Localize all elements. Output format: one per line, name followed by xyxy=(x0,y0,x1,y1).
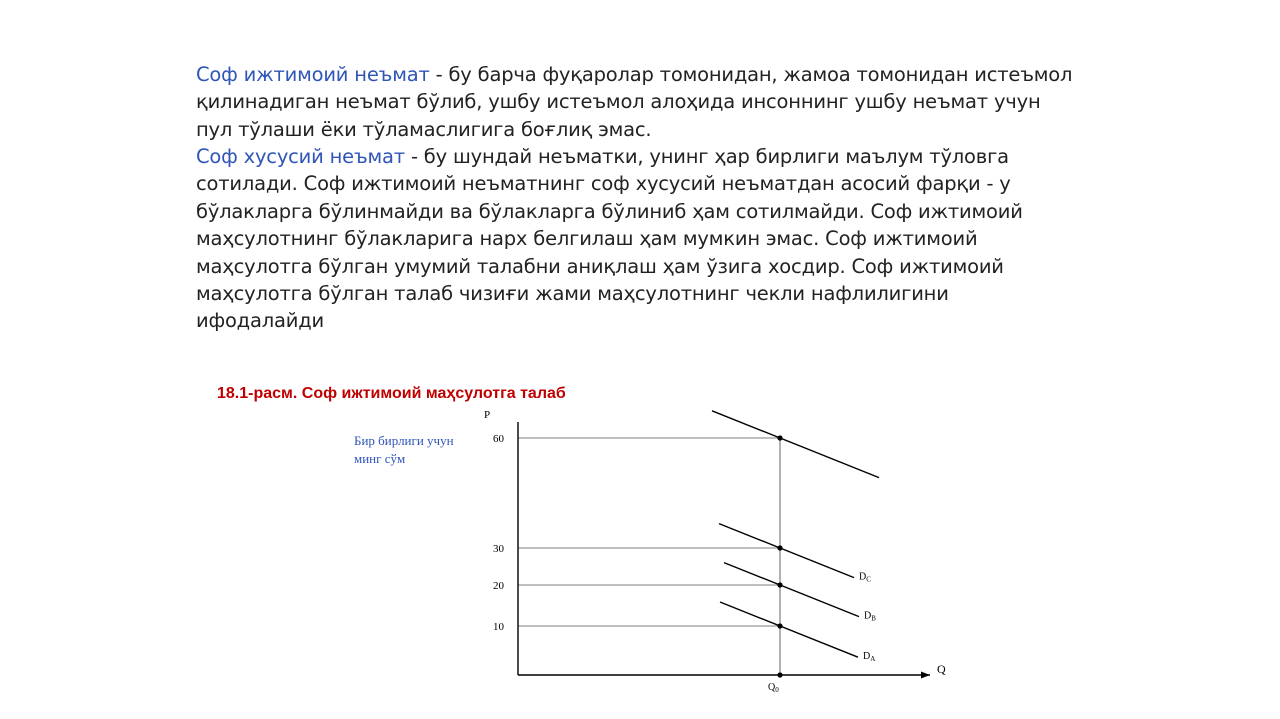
curve-label-letter: D xyxy=(859,571,867,583)
q0-label-subscript: 0 xyxy=(775,686,779,694)
q0-label-letter: Q xyxy=(768,682,776,693)
curve-label-letter: D xyxy=(864,610,872,622)
demand-curve-b xyxy=(724,563,859,617)
q0-axis-point xyxy=(777,672,782,677)
x-axis-arrow xyxy=(921,672,930,679)
intersection-point-60 xyxy=(777,435,782,440)
definition-public-good-body: - бу барча фуқаролар томонидан, жамоа томонидан истеъмол қилинадиган неъмат бўлиб, ушбу истеъмол алоҳида инсоннинг ушбу неъмат учун пул тўлаши ёки тўламаслигига боғлиқ эмас. xyxy=(196,63,1073,141)
curve-label-letter: D xyxy=(863,651,871,663)
q0-label xyxy=(768,682,779,694)
demand-curve-total xyxy=(712,411,879,478)
curve-label-db xyxy=(864,611,876,623)
y-axis-unit-line2: минг сўм xyxy=(354,451,406,466)
term-public-good: Соф ижтимоий неъмат xyxy=(196,63,430,86)
y-tick-label-10: 10 xyxy=(493,621,504,633)
curve-label-da xyxy=(863,651,875,663)
demand-curve-c xyxy=(719,524,854,578)
term-private-good: Соф хусусий неъмат xyxy=(196,145,405,168)
figure-caption: 18.1-расм. Соф ижтимоий маҳсулотга талаб xyxy=(217,385,566,402)
definition-private-good-body: - бу шундай неъматки, унинг ҳар бирлиги маълум тўловга сотилади. Соф ижтимоий неъматнинг соф хусусий неъматдан асосий фарқи - у бўлакларга бўлинмайди ва бўлакларга бўлиниб ҳам сотилмайди. Соф ижтимоий маҳсулотнинг бўлакларига нарх белгилаш ҳам мумкин эмас. Соф ижтимоий маҳсулотга бўлган умумий талабни аниқлаш ҳам ўзига хосдир. Соф ижтимоий маҳсулотга бўлган талаб чизиғи жами маҳсулотнинг чекли нафлилигини ифодалайди xyxy=(196,145,1023,333)
curve-label-subscript: B xyxy=(871,614,876,623)
curve-label-subscript: A xyxy=(870,655,876,664)
curve-label-dc xyxy=(859,572,871,584)
intersection-point-10 xyxy=(777,623,782,628)
intersection-point-30 xyxy=(777,545,782,550)
y-axis-unit-line1: Бир бирлиги учун xyxy=(354,433,454,448)
intersection-point-20 xyxy=(777,582,782,587)
y-tick-label-30: 30 xyxy=(493,543,504,555)
y-tick-label-20: 20 xyxy=(493,580,504,592)
demand-curve-a xyxy=(720,602,858,657)
x-axis-title: Q xyxy=(937,662,946,676)
curve-label-subscript: C xyxy=(866,575,871,584)
y-tick-label-60: 60 xyxy=(493,433,504,445)
y-axis-title: P xyxy=(484,409,491,421)
